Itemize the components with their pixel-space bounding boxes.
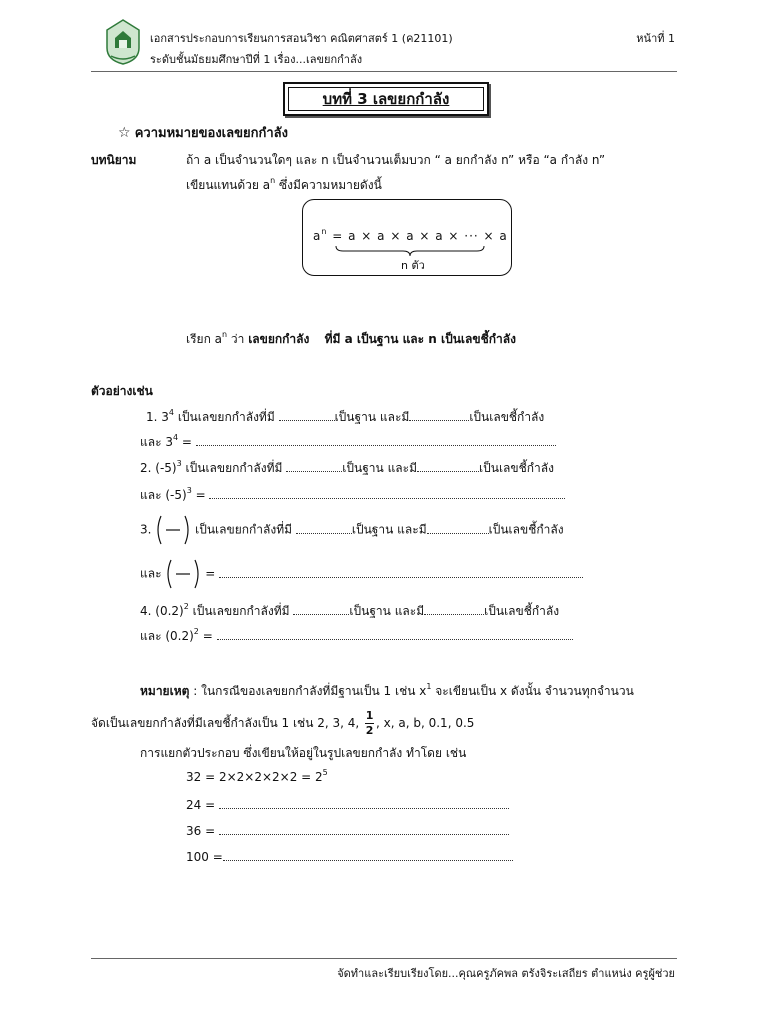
examples-heading: ตัวอย่างเช่น [91,384,153,398]
example-3-base-blank[interactable] [296,521,352,534]
example-1-value [140,433,556,452]
example-4-text: เป็นเลขยกกำลังที่มี [192,604,290,618]
example-4-exponent-blank[interactable] [424,602,484,615]
definition-line-2-end: ซึ่งมีความหมายดังนี้ [275,178,382,192]
chapter-title: บทที่ 3 เลขยกกำลัง [288,87,484,111]
one-half-fraction [365,710,374,737]
example-3-value-blank[interactable] [219,565,583,578]
footer-divider [91,958,677,959]
factoring-q3-label: 100 = [186,850,223,864]
example-3-base-text: เป็นฐาน และมี [351,522,427,537]
formula-exponent: n [321,227,328,236]
example-2-and-exponent: 3 [186,486,192,495]
example-3-text: เป็นเลขยกกำลังที่มี [195,522,293,537]
footer-credit: จัดทำและเรียบเรียงโดย...คุณครูภัคพล ตรังจิระเสถียร ตำแหน่ง ครูผู้ช่วย [337,967,675,980]
level-topic: ระดับชั้นมัธยมศึกษาปีที่ 1 เรื่อง...เลขยกกำลัง [150,53,363,66]
example-1-equals: = [178,435,196,449]
example-3-fraction-placeholder[interactable] [155,514,191,546]
example-4-base-blank[interactable] [293,602,349,615]
definition-exponent: n [270,176,276,185]
note-text-1: : ในกรณีของเลขยกกำลังที่มีฐานเป็น 1 เช่น x [189,684,427,698]
example-4-base-text: เป็นฐาน และมี [349,604,425,618]
example-3-exponent-blank[interactable] [427,521,489,534]
example-1 [146,408,544,427]
example-4-and: และ (0.2) [140,629,194,643]
star-icon: ☆ [118,125,131,141]
note-line-1 [140,682,634,701]
example-1-base-text: เป็นฐาน และมี [334,410,410,424]
naming-term: เลขยกกำลัง [248,332,310,346]
definition-line-2 [186,176,382,195]
fraction-denominator: 2 [365,724,374,737]
definition-line-1: ถ้า a เป็นจำนวนใดๆ และ n เป็นจำนวนเต็มบวก “ a ยกกำลัง n” หรือ “a กำลัง n” [186,153,606,167]
example-4-exponent-text: เป็นเลขชี้กำลัง [484,604,560,618]
factoring-q1-label: 24 = [186,798,216,812]
factoring-question-2 [186,822,509,838]
document-title: เอกสารประกอบการเรียนการสอนวิชา คณิตศาสตร์ 1 (ค21101) [150,32,453,45]
example-2-value [140,486,565,505]
example-1-exponent-text: เป็นเลขชี้กำลัง [469,410,545,424]
definition-label: บทนิยาม [91,153,137,167]
example-2-number: 2. (-5) [140,461,177,475]
example-4-and-exponent: 2 [193,627,199,636]
factoring-q3-blank[interactable] [223,848,513,861]
example-4-exponent: 2 [183,602,189,611]
example-1-value-blank[interactable] [196,433,556,446]
factoring-question-1 [186,796,509,812]
example-4 [140,602,559,621]
example-3-fraction-value-placeholder[interactable] [165,558,201,590]
example-1-and-exponent: 4 [172,433,179,442]
factoring-intro: การแยกตัวประกอบ ซึ่งเขียนให้อยู่ในรูปเลขยกกำลัง ทำโดย เช่น [140,746,467,760]
formula-base: a [313,229,322,243]
factoring-example-exponent: 5 [322,768,328,777]
fraction-numerator: 1 [365,709,374,722]
factoring-question-3 [186,848,513,864]
section-heading: ความหมายของเลขยกกำลัง [134,126,288,141]
example-3-value [140,558,583,590]
header-divider [91,71,677,72]
example-3-number: 3. [140,522,152,537]
example-4-equals: = [198,629,217,643]
definition-line-2-text: เขียนแทนด้วย a [186,178,271,192]
formula-count-label: n ตัว [401,259,425,272]
example-3-equals: = [201,566,220,581]
naming-exponent: n [222,330,228,339]
example-1-number: 1. 3 [146,410,169,424]
example-2-exponent-blank[interactable] [417,459,479,472]
example-3-exponent-text: เป็นเลขชี้กำลัง [488,522,564,537]
example-2-equals: = [191,488,210,502]
page-number: หน้าที่ 1 [636,32,675,45]
example-2-base-blank[interactable] [286,459,342,472]
example-1-exponent-blank[interactable] [409,408,469,421]
note-line-2 [91,710,474,737]
factoring-q2-blank[interactable] [219,822,509,835]
naming-sentence [186,330,516,349]
section-heading-row [118,122,288,143]
note-text-1-end: จะเขียนเป็น x ดังนั้น จำนวนทุกจำนวน [431,684,634,698]
example-2-value-blank[interactable] [209,486,565,499]
example-4-value-blank[interactable] [217,627,573,640]
note-label: หมายเหตุ [140,684,190,698]
example-1-and: และ 3 [140,435,173,449]
factoring-example [186,770,328,784]
example-2 [140,459,554,478]
example-1-exponent: 4 [168,408,174,417]
note-text-2: จัดเป็นเลขยกกำลังที่มีเลขชี้กำลังเป็น 1 เช่น 2, 3, 4, [91,716,360,730]
example-1-base-blank[interactable] [279,408,335,421]
naming-definition: ที่มี a เป็นฐาน และ n เป็นเลขชี้กำลัง [324,332,516,346]
example-3 [140,514,564,546]
example-2-text: เป็นเลขยกกำลังที่มี [185,461,283,475]
factoring-q2-label: 36 = [186,824,216,838]
power-formula [313,229,508,243]
naming-prefix: เรียก a [186,332,223,346]
example-2-base-text: เป็นฐาน และมี [342,461,418,475]
example-4-value [140,627,573,646]
factoring-q1-blank[interactable] [219,796,509,809]
example-3-and: และ [140,566,162,581]
formula-expansion: = a × a × a × a × ··· × a [327,229,508,243]
example-1-text: เป็นเลขยกกำลังที่มี [177,410,275,424]
naming-middle: ว่า [227,332,249,346]
example-2-and: และ (-5) [140,488,187,502]
note-text-2-end: , x, a, b, 0.1, 0.5 [376,716,475,730]
example-2-exponent-text: เป็นเลขชี้กำลัง [479,461,554,475]
example-2-exponent: 3 [176,459,182,468]
note-exponent: 1 [426,682,432,691]
school-logo [103,18,143,66]
factoring-example-text: 32 = 2×2×2×2×2 = 2 [186,770,323,784]
example-4-number: 4. (0.2) [140,604,184,618]
chapter-title-box [283,82,489,116]
